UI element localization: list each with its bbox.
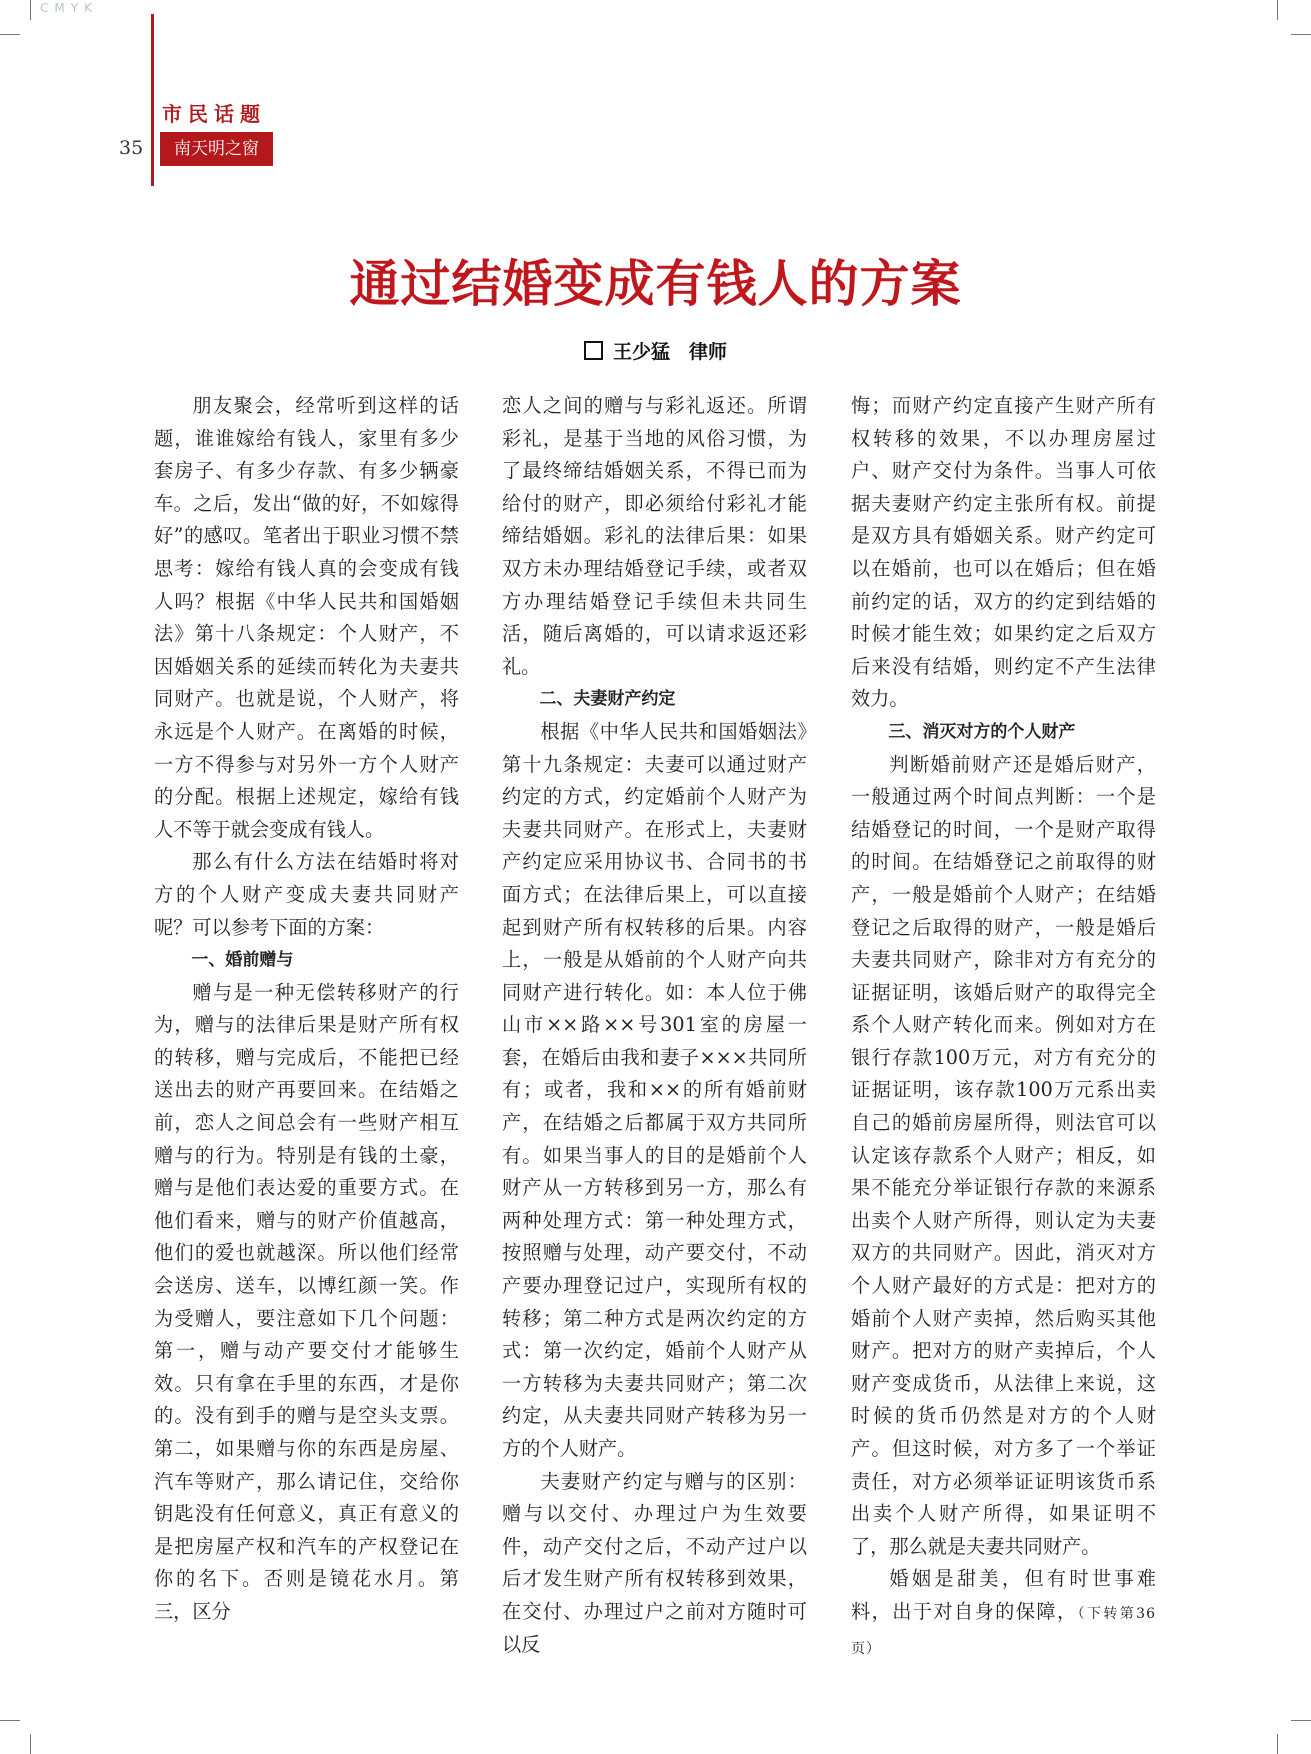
paragraph: 朋友聚会，经常听到这样的话题，谁谁嫁给有钱人，家里有多少套房子、有多少存款、有多少辆豪车。之后，发出“做的好，不如嫁得好”的感叹。笔者出于职业习惯不禁思考：嫁给有钱人真的会变成有钱人吗？根据《中华人民共和国婚姻法》第十八条规定：个人财产，不因婚姻关系的延续而转化为夫妻共同财产。也就是说，个人财产，将永远是个人财产。在离婚的时候，一方不得参与对另外一方个人财产的分配。根据上述规定，嫁给有钱人不等于就会变成有钱人。 xyxy=(154,394,459,841)
paragraph: 赠与是一种无偿转移财产的行为，赠与的法律后果是财产所有权的转移，赠与完成后，不能把已经送出去的财产再要回来。在结婚之前，恋人之间总会有一些财产相互赠与的行为。特别是有钱的土豪，赠与是他们表达爱的重要方式。在他们看来，赠与的财产价值越高，他们的爱也就越深。所以他们经常会送房、送车，以博红颜一笑。作为受赠人，要注意如下几个问题：第一，赠与动产要交付才能够生效。只有拿在手里的东西，才是你的。没有到手的赠与是空头支票。第二，如果赠与你的东西是房屋、汽车等财产，那么请记住，交给你钥匙没有任何意义，真正有意义的是把房屋产权和汽车的产权登记在你的名下。否则是镜花水月。第三，区分 xyxy=(154,980,459,1623)
crop-mark xyxy=(30,1734,31,1754)
page-number: 35 xyxy=(119,137,144,159)
paragraph-text: 婚姻是甜美，但有时世事难料，出于对自身的保障， xyxy=(851,1567,1156,1623)
continued-note: （下转第36页） xyxy=(851,1605,1156,1657)
article-column-2 xyxy=(502,390,807,1661)
paragraph: 根据《中华人民共和国婚姻法》第十九条规定：夫妻可以通过财产约定的方式，约定婚前个人财产为夫妻共同财产。在形式上，夫妻财产约定应采用协议书、合同书的书面方式；在法律后果上，可以直接起到财产所有权转移的后果。内容上，一般是从婚前的个人财产向共同财产进行转化。如：本人位于佛山市××路××号301室的房屋一套，在婚后由我和妻子×××共同所有；或者，我和××的所有婚前财产，在结婚之后都属于双方共同所有。如果当事人的目的是婚前个人财产从一方转移到另一方，那么有两种处理方式：第一种处理方式，按照赠与处理，动产要交付，不动产要办理登记过户，实现所有权的转移；第二种方式是两次约定的方式：第一次约定，婚前个人财产从一方转移为夫妻共同财产；第二次约定，从夫妻共同财产转移为另一方的个人财产。 xyxy=(502,719,807,1460)
article-column-1 xyxy=(154,390,459,1629)
section-heading: 一、婚前赠与 xyxy=(191,950,294,971)
section-label: 市民话题 xyxy=(162,102,266,126)
paragraph xyxy=(851,1563,1156,1665)
article-column-3 xyxy=(851,390,1156,1665)
paragraph: 恋人之间的赠与与彩礼返还。所谓彩礼，是基于当地的风俗习惯，为了最终缔结婚姻关系，不得已而为给付的财产，即必须给付彩礼才能缔结婚姻。彩礼的法律后果：如果双方未办理结婚登记手续，或者双方办理结婚登记手续但未共同生活，随后离婚的，可以请求返还彩礼。 xyxy=(502,394,807,678)
paragraph: 判断婚前财产还是婚后财产，一般通过两个时间点判断：一个是结婚登记的时间，一个是财产取得的时间。在结婚登记之前取得的财产，一般是婚前个人财产；在结婚登记之后取得的财产，一般是婚后夫妻共同财产，除非对方有充分的证据证明，该婚后财产的取得完全系个人财产转化而来。例如对方在银行存款100万元，对方有充分的证据证明，该存款100万元系出卖自己的婚前房屋所得，则法官可以认定该存款系个人财产；相反，如果不能充分举证银行存款的来源系出卖个人财产所得，则认定为夫妻双方的共同财产。因此，消灭对方个人财产最好的方式是：把对方的婚前个人财产卖掉，然后购买其他财产。把对方的财产卖掉后，个人财产变成货币，从法律上来说，这时候的货币仍然是对方的个人财产。但这时候，对方多了一个举证责任，对方必须举证证明该货币系出卖个人财产所得，如果证明不了，那么就是夫妻共同财产。 xyxy=(851,752,1156,1558)
paragraph: 夫妻财产约定与赠与的区别：赠与以交付、办理过户为生效要件，动产交付之后，不动产过户以后才发生财产所有权转移到效果，在交付、办理过户之前对方随时可以反 xyxy=(502,1469,807,1656)
article-author xyxy=(0,337,1311,364)
crop-mark xyxy=(1291,34,1311,35)
author-name: 王少猛 律师 xyxy=(612,341,727,363)
crop-mark xyxy=(1277,0,1278,20)
header-rule xyxy=(151,14,154,186)
paragraph: 那么有什么方法在结婚时将对方的个人财产变成夫妻共同财产呢？可以参考下面的方案： xyxy=(154,850,459,939)
cmyk-marker: CMYK xyxy=(40,1,98,15)
paragraph: 悔；而财产约定直接产生财产所有权转移的效果，不以办理房屋过户、财产交付为条件。当事人可依据夫妻财产约定主张所有权。前提是双方具有婚姻关系。财产约定可以在婚前，也可以在婚后；但在婚前约定的话，双方的约定到结婚的时候才能生效；如果约定之后双方后来没有结婚，则约定不产生法律效力。 xyxy=(851,394,1156,711)
crop-mark xyxy=(0,34,20,35)
crop-mark xyxy=(30,0,31,20)
section-heading: 三、消灭对方的个人财产 xyxy=(888,721,1076,742)
crop-mark xyxy=(0,1720,20,1721)
crop-mark xyxy=(1277,1734,1278,1754)
author-box-icon xyxy=(584,341,603,360)
crop-mark xyxy=(1291,1720,1311,1721)
article-title: 通过结婚变成有钱人的方案 xyxy=(349,255,962,313)
column-name-badge: 南天明之窗 xyxy=(160,132,273,166)
section-heading: 二、夫妻财产约定 xyxy=(539,689,676,710)
